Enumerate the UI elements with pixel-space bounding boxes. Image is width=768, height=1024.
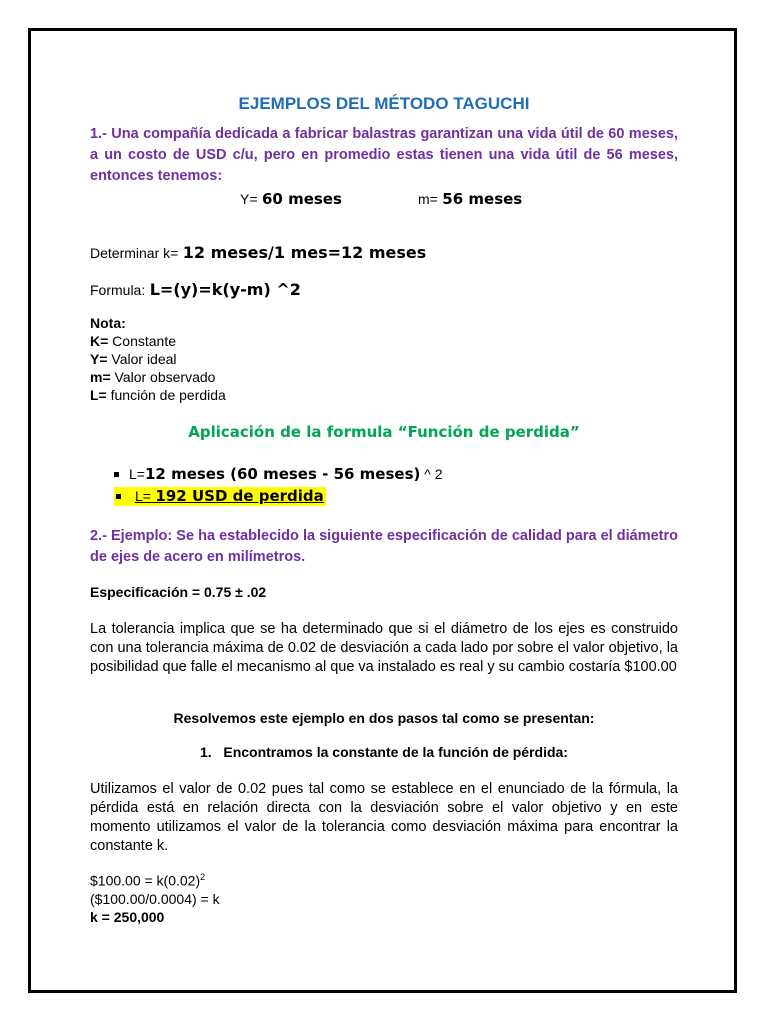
formula-label: Formula: <box>90 282 146 298</box>
formula-value: L=(y)=k(y-m) ^2 <box>149 280 301 299</box>
m-label: m= <box>418 191 438 207</box>
calculation-block <box>90 868 220 926</box>
nota-item: K= Constante <box>90 333 177 349</box>
nota-item: L= función de perdida <box>90 387 226 403</box>
step-1-heading: 1. Encontramos la constante de la función de pérdida: <box>200 744 568 760</box>
calc-line-2: ($100.00/0.0004) = k <box>90 890 220 907</box>
nota-heading: Nota: <box>90 315 126 331</box>
bullet-item: L=12 meses (60 meses - 56 meses) ^ 2 <box>114 465 443 484</box>
formula-line <box>90 280 301 300</box>
calc-line-3: k = 250,000 <box>90 908 165 925</box>
y-value-line <box>240 190 342 209</box>
m-value: 56 meses <box>442 190 523 208</box>
nota-block <box>90 314 226 404</box>
bullet-square-icon <box>114 472 119 477</box>
m-value-line <box>418 190 522 209</box>
aplicacion-heading: Aplicación de la formula “Función de perdida” <box>188 423 580 441</box>
bullet-square-icon <box>116 494 121 499</box>
determinar-line <box>90 243 426 263</box>
tolerancia-paragraph: La tolerancia implica que se ha determinado que si el diámetro de los ejes es construido con una tolerancia máxima de 0.02 de desviación a cada lado por sobre el valor objetivo, la posibilidad que falle el mecanismo al que va instalado es real y su cambio costaría $100.00 <box>90 621 678 675</box>
page-title: EJEMPLOS DEL MÉTODO TAGUCHI <box>238 94 530 113</box>
especificacion: Especificación = 0.75 ± .02 <box>90 584 267 600</box>
example-1-intro: 1.- Una compañía dedicada a fabricar balastras garantizan una vida útil de 60 meses, a un costo de USD c/u, pero en promedio estas tienen una vida útil de 56 meses, entonces tenemos: <box>90 126 678 184</box>
resolvemos-heading: Resolvemos este ejemplo en dos pasos tal como se presentan: <box>173 710 595 726</box>
determinar-label: Determinar k= <box>90 245 179 261</box>
nota-item: Y= Valor ideal <box>90 351 177 367</box>
utilizamos-paragraph: Utilizamos el valor de 0.02 pues tal como se establece en el enunciado de la fórmula, la pérdida está en relación directa con la desviación sobre el valor objetivo y en este momento utilizamos el valor de la tolerancia como desviación máxima para encontrar la constante k. <box>90 781 678 854</box>
y-label: Y= <box>240 191 258 207</box>
bullet-item-highlighted: L= 192 USD de perdida <box>114 487 326 506</box>
determinar-value: 12 meses/1 mes=12 meses <box>182 243 427 262</box>
y-value: 60 meses <box>261 190 342 208</box>
calc-line-1: $100.00 = $k(0.02)^2$ <box>90 872 206 889</box>
example-2-intro: 2.- Ejemplo: Se ha establecido la siguiente especificación de calidad para el diámetro de ejes de acero en milímetros. <box>90 528 678 565</box>
nota-item: m= Valor observado <box>90 369 216 385</box>
